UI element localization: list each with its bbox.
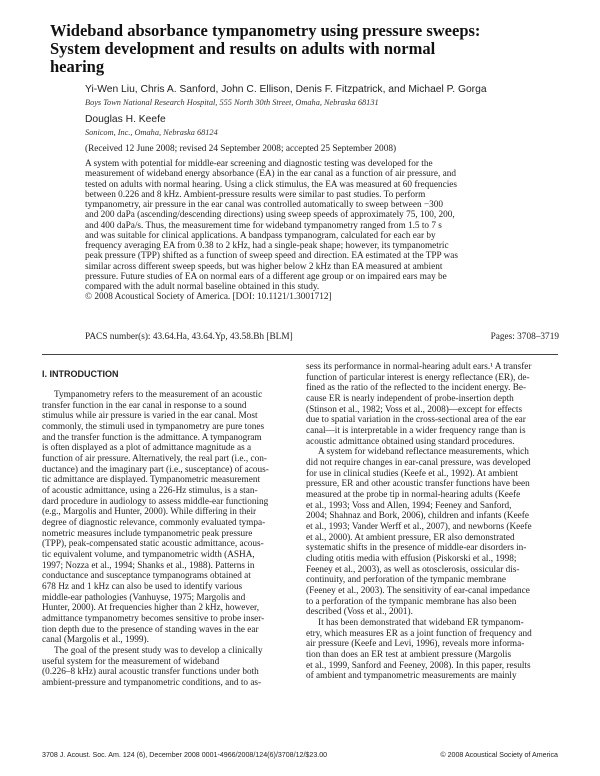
abstract-line: measurement of wideband energy absorbance (EA) in the ear canal as a function of air pressure, and	[85, 169, 456, 180]
text-line: to a perforation of the tympanic membrane has also been	[306, 596, 517, 607]
abstract-line: and 200 daPa (ascending/descending directions) using sweep speeds of approximately 75, 100, 200,	[85, 210, 455, 221]
text-line-with-citation: et al., 1999, Sanford and Feeney, 2008). In this paper, results	[306, 660, 531, 671]
article-title	[50, 22, 560, 76]
paragraph	[306, 618, 558, 682]
text-line-with-citation: tic equivalent volume, and tympanometric width (ASHA,	[42, 550, 255, 561]
title-line: System development and results on adults with normal	[50, 39, 436, 58]
abstract-line: and was suitable for clinical applications. A bandpass tympanogram, calculated for each ear by	[85, 230, 436, 241]
text-line: continuity, and perforation of the tympanic membrane	[306, 575, 507, 586]
text-line: (0.226–8 kHz) aural acoustic transfer functions under both	[42, 667, 259, 678]
text-line: The goal of the present study was to develop a clinically	[54, 646, 263, 657]
text-line: transfer function in the ear canal in response to a sound	[42, 400, 247, 411]
text-line: cause ER is nearly independent of probe-insertion depth	[306, 394, 514, 405]
abstract-line: pressure. Future studies of EA on normal ears of a different age group or on impaired ears may be	[85, 271, 447, 282]
abstract-line: and 400 daPa/s. Thus, the measurement time for wideband tympanometry ranged from 1.5 to 7 s	[85, 220, 442, 231]
text-line: ambient-pressure and tympanometric conditions, and to as-	[42, 678, 262, 689]
text-line-with-citation: middle-ear pathologies (Vanhuyse, 1975; Margolis and	[42, 592, 246, 603]
text-line: It has been demonstrated that wideband ER tympanom-	[318, 618, 524, 629]
text-line: of ambient and tympanometric measurements are mainly	[306, 671, 517, 682]
text-line: nometric measures include tympanometric peak pressure	[42, 528, 253, 539]
right-column	[306, 362, 558, 682]
text-line: stimulus while air pressure is varied in the ear canal. Most	[42, 411, 258, 422]
text-line-with-citation: air pressure (Keefe and Levi, 1996), reveals more informa-	[306, 639, 525, 650]
text-line-with-citation: Hunter, 2000). At frequencies higher than 2 kHz, however,	[42, 603, 260, 614]
text-line-with-citation: (e.g., Margolis and Hunter, 2000). While differing in their	[42, 507, 257, 518]
copyright-doi-line: © 2008 Acoustical Society of America. [DOI: 10.1121/1.3001712]	[85, 292, 332, 303]
text-line: 678 Hz and 1 kHz can also be used to identify various	[42, 582, 243, 593]
text-line: due to spatial variation in the cross-sectional area of the ear	[306, 415, 526, 426]
text-line: of acoustic admittance, using a 226-Hz stimulus, is a stan-	[42, 486, 258, 497]
text-line: tic admittance are displayed. Tympanometric measurement	[42, 475, 261, 486]
text-line-with-citation: tion than does an ER test at ambient pressure (Margolis	[306, 650, 512, 661]
affiliation-primary: Boys Town National Research Hospital, 555 North 30th Street, Omaha, Nebraska 68131	[85, 98, 379, 107]
text-line-with-citation: (Feeney et al., 2003). The sensitivity of ear-canal impedance	[306, 586, 530, 597]
text-line: commonly, the stimuli used in tympanometry are pure tones	[42, 422, 265, 433]
text-line-with-citation: canal (Margolis et al., 1999).	[42, 635, 149, 646]
abstract-line: similar across different sweep speeds, but was higher below 2 kHz than EA measured at ambient	[85, 261, 443, 272]
received-dates: (Received 12 June 2008; revised 24 September 2008; accepted 25 September 2008)	[85, 144, 397, 154]
text-line: tion depth due to the presence of standing waves in the ear	[42, 624, 259, 635]
text-line-with-citation: et al., 2000). At ambient pressure, ER also demonstrated	[306, 532, 515, 543]
abstract-line: between 0.226 and 8 kHz. Ambient-pressure results were similar to past studies. To perform	[85, 189, 426, 200]
text-line: conductance and susceptance tympanograms obtained at	[42, 571, 251, 582]
title-line: Wideband absorbance tympanometry using pressure sweeps:	[50, 21, 481, 40]
text-line: acoustic admittance obtained using standard procedures.	[306, 436, 515, 447]
paragraph	[42, 390, 294, 646]
text-line: Tympanometry refers to the measurement of an acoustic	[54, 390, 263, 400]
text-line-with-citation: for use in clinical studies (Keefe et al., 1992). At ambient	[306, 468, 518, 479]
text-line: canal—it is interpretable in a wider frequency range than is	[306, 426, 526, 437]
text-line: is often displayed as a plot of admittance magnitude as a	[42, 443, 252, 454]
abstract	[85, 159, 559, 303]
title-line: hearing	[50, 57, 105, 76]
footer-copyright: © 2008 Acoustical Society of America	[440, 751, 558, 759]
abstract-line: compared with the adult normal baseline obtained in this study.	[85, 282, 320, 292]
text-line: fined as the ratio of the reflected to the incident energy. Be-	[306, 383, 527, 394]
text-line-with-citation: et al., 1993; Vander Werff et al., 2007), and newborns (Keefe	[306, 522, 532, 533]
text-line-with-citation: measured at the probe tip in normal-hearing adults (Keefe	[306, 490, 521, 501]
text-line-with-citation: 1997; Nozza et al., 1994; Shanks et al., 1988). Patterns in	[42, 560, 255, 571]
text-line: ductance) and the imaginary part (i.e., susceptance) of acous-	[42, 464, 269, 475]
abstract-line: frequency averaging EA from 0.38 to 2 kHz, had a single-peak shape; however, its tympanometric	[85, 241, 449, 251]
section-heading: I. INTRODUCTION	[42, 369, 119, 379]
paragraph	[306, 447, 558, 618]
pacs-line	[85, 332, 559, 342]
text-line-with-citation: 2004; Shahnaz and Bork, 2006), children and infants (Keefe	[306, 511, 529, 522]
text-line: function of particular interest is energy reflectance (ER), de-	[306, 372, 530, 383]
page-range: Pages: 3708–3719	[490, 332, 559, 342]
text-line: did not require changes in ear-canal pressure, was developed	[306, 458, 531, 469]
text-line-with-citation: Feeney et al., 2003), as well as otosclerosis, ossicular dis-	[306, 564, 520, 575]
pacs-numbers: PACS number(s): 43.64.Ha, 43.64.Yp, 43.58.Bh [BLM]	[85, 332, 293, 342]
text-line: pressure, ER and other acoustic transfer functions have been	[306, 479, 530, 490]
text-line: sess its performance in normal-hearing adult ears.¹ A transfer	[306, 362, 532, 372]
abstract-line: tympanometry, air pressure in the ear canal was controlled automatically to sweep between −300	[85, 200, 444, 210]
text-line: systematic shifts in the presence of middle-ear disorders in-	[306, 543, 527, 554]
text-line: function of air pressure. Alternatively, the real part (i.e., con-	[42, 454, 267, 465]
author-list: Yi-Wen Liu, Chris A. Sanford, John C. Ellison, Denis F. Fitzpatrick, and Michael P. Gorga	[85, 84, 487, 95]
author-secondary: Douglas H. Keefe	[85, 114, 166, 125]
text-line: A system for wideband reflectance measurements, which	[318, 447, 529, 458]
text-line-with-citation: (Stinson et al., 1982; Voss et al., 2008)—except for effects	[306, 404, 523, 415]
paragraph	[42, 646, 294, 689]
text-line: dard procedure in audiology to assess middle-ear functioning	[42, 496, 269, 507]
paragraph	[306, 362, 558, 447]
text-line: (TPP), peak-compensated static acoustic admittance, acous-	[42, 539, 264, 550]
affiliation-secondary: Sonicom, Inc., Omaha, Nebraska 68124	[85, 128, 218, 137]
abstract-line: A system with potential for middle-ear screening and diagnostic testing was developed for the	[85, 159, 433, 169]
abstract-line: peak pressure (TPP) shifted as a function of sweep speed and direction. EA estimated at the TPP was	[85, 251, 458, 262]
text-line: degree of diagnostic relevance, commonly evaluated tympa-	[42, 518, 266, 529]
text-line: etry, which measures ER as a joint function of frequency and	[306, 628, 532, 639]
section-divider	[42, 354, 558, 355]
footer-citation: 3708 J. Acoust. Soc. Am. 124 (6), December 2008 0001-4966/2008/124(6)/3708/12/$23.00	[42, 751, 328, 759]
text-line-with-citation: cluding otitis media with effusion (Piskorski et al., 1998;	[306, 554, 517, 565]
text-line: useful system for the measurement of wideband	[42, 656, 220, 667]
abstract-line: tested on adults with normal hearing. Using a click stimulus, the EA was measured at 60 frequencies	[85, 179, 457, 190]
text-line: and the transfer function is the admittance. A tympanogram	[42, 432, 262, 443]
text-line: admittance tympanometry becomes sensitive to probe inser-	[42, 614, 265, 625]
text-line-with-citation: et al., 1993; Voss and Allen, 1994; Feeney and Sanford,	[306, 500, 512, 511]
text-line-with-citation: described (Voss et al., 2001).	[306, 607, 413, 618]
left-column	[42, 362, 294, 689]
